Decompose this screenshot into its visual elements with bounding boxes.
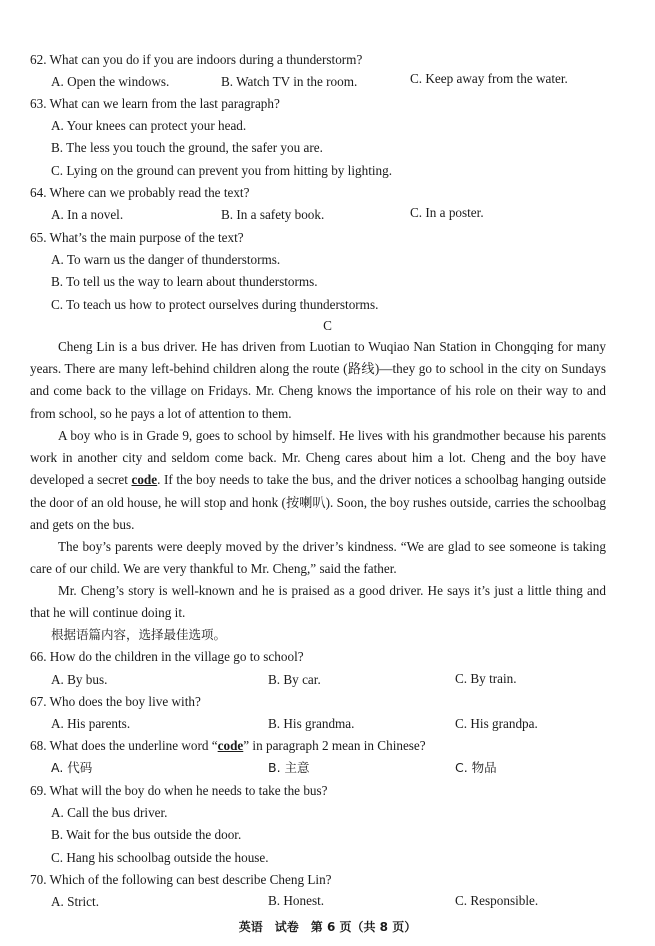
q67-option-a: A. His parents. [51,716,131,731]
q68-stem [30,737,426,755]
paragraph-2-text-before: A boy who is in Grade 9, goes to school by himself. He lives with his grandmother because his parents work in another city and seldom come back. Mr. Cheng cares about him a lot. Cheng and the boy have developed a secret [30,428,606,488]
q68-option-b: B. 主意 [268,760,310,775]
q66-option-b: B. By car. [268,672,321,687]
q65-option-c: C. To teach us how to protect ourselves during thunderstorms. [51,297,379,312]
q66-option-c: C. By train. [455,671,517,686]
q63-stem: 63. What can we learn from the last paragraph? [30,96,280,111]
q69-option-c: C. Hang his schoolbag outside the house. [51,850,269,865]
q66-stem: 66. How do the children in the village go to school? [30,649,304,664]
q64-option-a: A. In a novel. [51,207,124,222]
q69-option-a: A. Call the bus driver. [51,805,168,820]
q68-stem-before: 68. What does the underline word “ [30,738,218,753]
q70-option-c: C. Responsible. [455,893,539,908]
q63-option-b: B. The less you touch the ground, the safer you are. [51,140,323,155]
q67-option-c: C. His grandpa. [455,716,538,731]
q68-underlined-word: code [217,738,244,753]
q65-stem: 65. What’s the main purpose of the text? [30,230,244,245]
q69-stem: 69. What will the boy do when he needs to take the bus? [30,783,328,798]
passage-paragraph-4: Mr. Cheng’s story is well-known and he is praised as a good driver. He says it’s just a little thing and that he will continue doing it. [30,583,606,621]
q70-option-b: B. Honest. [268,893,325,908]
paragraph-2-text-after: . If the boy needs to take the bus, and the driver notices a schoolbag hanging outside the door of an old house, he will stop and honk (按喇叭). Soon, the boy rushes outside, carries the schoolbag and gets on the bus. [30,472,606,532]
q64-option-c: C. In a poster. [410,205,484,220]
q68-stem-after: ” in paragraph 2 mean in Chinese? [243,738,426,753]
q70-option-a: A. Strict. [51,894,99,909]
q62-stem: 62. What can you do if you are indoors during a thunderstorm? [30,52,363,67]
passage-paragraph-1: Cheng Lin is a bus driver. He has driven from Luotian to Wuqiao Nan Station in Chongqing for many years. There are many left-behind children along the route (路线)—they go to school in the city on Sundays and come back to the village on Fridays. Mr. Cheng knows the importance of his role on their way to and from school, so he pays a lot of attention to them. [30,339,606,421]
q68-option-c: C. 物品 [455,760,497,775]
page-footer: 英语 试卷 第 6 页（共 8 页） [238,920,417,934]
passage-paragraph-3: The boy’s parents were deeply moved by the driver’s kindness. “We are glad to see someone is taking care of our child. We are very thankful to Mr. Cheng,” said the father. [30,539,606,577]
underlined-word-code: code [131,472,158,488]
q62-option-b: B. Watch TV in the room. [221,74,358,89]
passage-paragraph-2 [30,425,606,536]
section-heading: C [323,318,332,333]
q62-option-a: A. Open the windows. [51,74,170,89]
q67-stem: 67. Who does the boy live with? [30,694,201,709]
q63-option-c: C. Lying on the ground can prevent you from hitting by lighting. [51,163,393,178]
q70-stem: 70. Which of the following can best describe Cheng Lin? [30,872,332,887]
q66-option-a: A. By bus. [51,672,108,687]
instruction-text: 根据语篇内容，选择最佳选项。 [51,627,227,642]
q64-stem: 64. Where can we probably read the text? [30,185,250,200]
q65-option-a: A. To warn us the danger of thunderstorms. [51,252,281,267]
q68-option-a: A. 代码 [51,760,93,775]
q62-option-c: C. Keep away from the water. [410,71,568,86]
q69-option-b: B. Wait for the bus outside the door. [51,827,242,842]
q64-option-b: B. In a safety book. [221,207,325,222]
q65-option-b: B. To tell us the way to learn about thunderstorms. [51,274,318,289]
q63-option-a: A. Your knees can protect your head. [51,118,247,133]
q67-option-b: B. His grandma. [268,716,355,731]
